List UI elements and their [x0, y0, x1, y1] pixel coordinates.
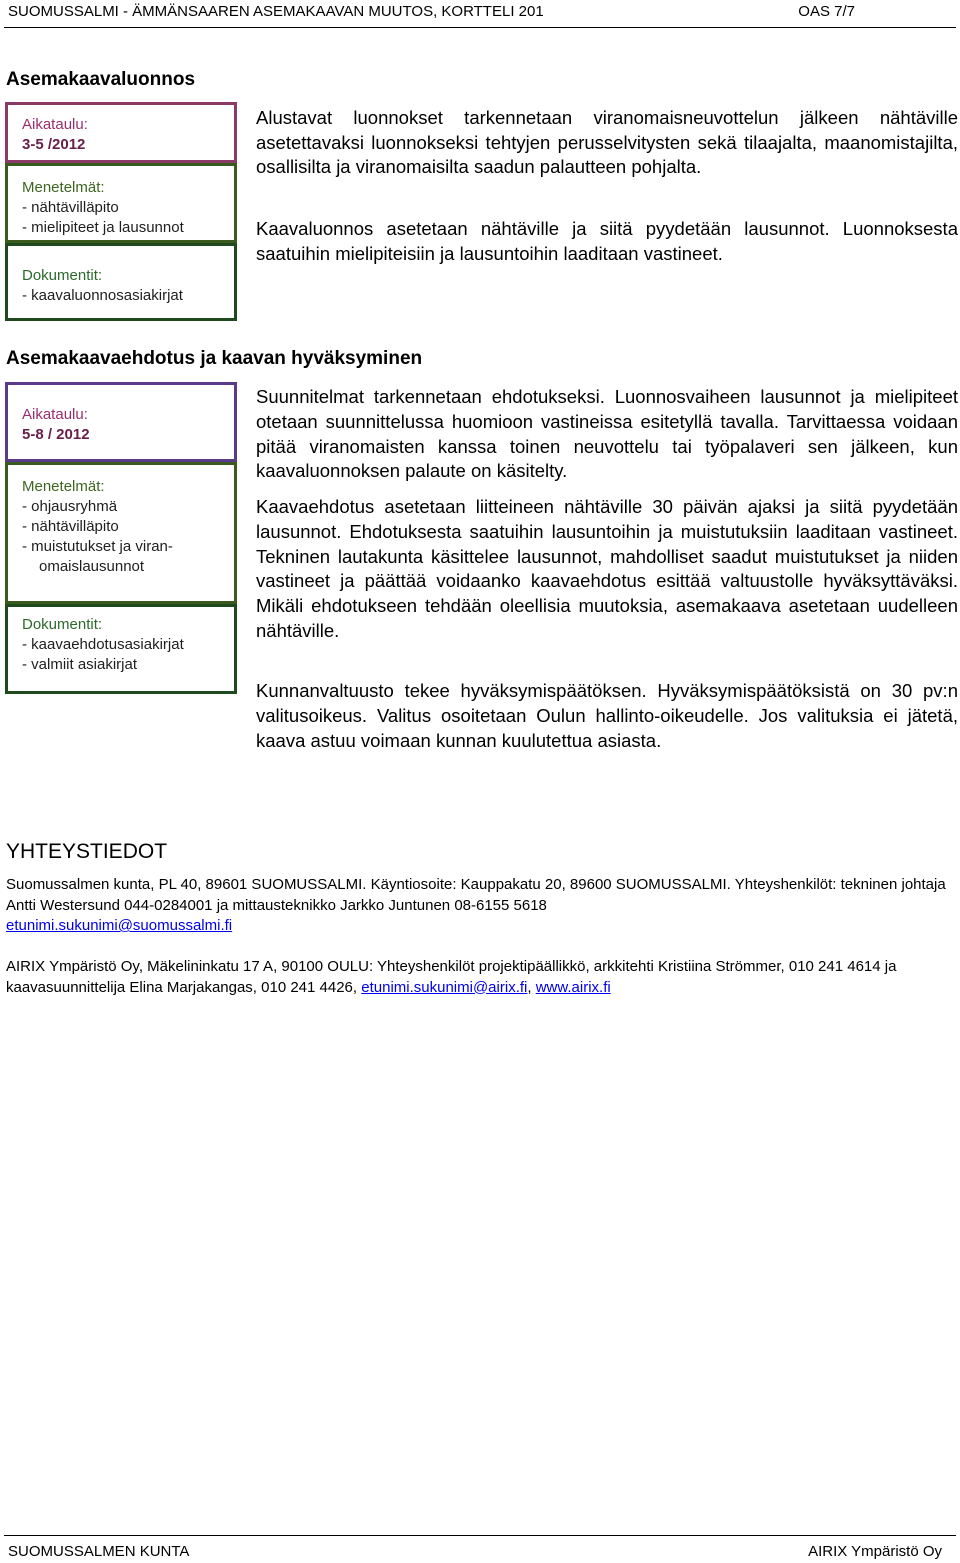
- header-page-number: OAS 7/7: [798, 3, 855, 20]
- documents-item: - kaavaehdotusasiakirjat: [22, 636, 184, 653]
- schedule-box-ehdotus: [5, 382, 237, 462]
- contacts-title: YHTEYSTIEDOT: [6, 840, 168, 863]
- consultant-email-link[interactable]: etunimi.sukunimi@airix.fi: [361, 978, 528, 996]
- methods-item: omaislausunnot: [39, 558, 145, 575]
- page-footer: [0, 1536, 960, 1558]
- contact-consultant-text: AIRIX Ympäristö Oy, Mäkelininkatu 17 A, 90100 OULU: Yhteyshenkilöt projektipäällikkö, arkkitehti Kristiina Strömmer, 010 241 4614 ja kaavasuunnittelija Elina Marjakangas, 010 241 4426,: [6, 958, 897, 996]
- schedule-value: 5-8 / 2012: [22, 426, 90, 443]
- methods-box-luonnos: [5, 163, 237, 243]
- consultant-website-link[interactable]: www.airix.fi: [535, 978, 611, 996]
- documents-box-ehdotus: [5, 604, 237, 694]
- footer-right: AIRIX Ympäristö Oy: [808, 1543, 942, 1560]
- methods-item: - nähtävilläpito: [22, 518, 119, 535]
- documents-box-luonnos: [5, 243, 237, 321]
- section-title-ehdotus: Asemakaavaehdotus ja kaavan hyväksyminen: [6, 348, 423, 369]
- methods-label: Menetelmät:: [22, 179, 105, 196]
- municipality-email-link[interactable]: etunimi.sukunimi@suomussalmi.fi: [6, 917, 233, 934]
- methods-item: - mielipiteet ja lausunnot: [22, 219, 184, 236]
- body-paragraph: Kaavaehdotus asetetaan liitteineen nähtäville 30 päivän ajaksi ja siitä pyydetään lausunnot. Ehdotuksesta saatuihin lausuntoihin ja muistutuksiin laaditaan vastineet. Tekninen lautakunta käsittelee lausunnot, mahdolliset saadut muistutukset ja niiden vastineet ja päättää voidaanko kaavaehdotus esittää valtuustolle hyväksyttäväksi. Mikäli ehdotukseen tehdään oleellisia muutoksia, asemakaava asetetaan uudelleen nähtäville.: [256, 496, 958, 641]
- body-paragraph: Kunnanvaltuusto tekee hyväksymispäätöksen. Hyväksymispäätöksistä on 30 pv:n valitusoikeus. Valitus osoitetaan Oulun hallinto-oikeudelle. Jos valituksia ei jätetä, kaava astuu voimaan kunnan kuulutettua asiasta.: [256, 680, 958, 751]
- methods-item: - nähtävilläpito: [22, 199, 119, 216]
- body-paragraph: Kaavaluonnos asetetaan nähtäville ja siitä pyydetään lausunnot. Luonnoksesta saatuihin mielipiteisiin ja lausuntoihin laaditaan vastineet.: [256, 218, 958, 264]
- schedule-label: Aikataulu:: [22, 406, 88, 423]
- contact-municipality-text: Suomussalmen kunta, PL 40, 89601 SUOMUSSALMI. Käyntiosoite: Kauppakatu 20, 89600 SUOMUSSALMI. Yhteyshenkilöt: tekninen johtaja Antti Westersund 044-0284001 ja mittausteknikko Jarkko Juntunen 08-6155 5618: [6, 876, 946, 914]
- header-divider: [4, 27, 956, 28]
- methods-box-ehdotus: [5, 462, 237, 604]
- documents-label: Dokumentit:: [22, 267, 103, 284]
- methods-label: Menetelmät:: [22, 478, 105, 495]
- methods-item: - ohjausryhmä: [22, 498, 118, 515]
- body-paragraph: Suunnitelmat tarkennetaan ehdotukseksi. Luonnosvaiheen lausunnot ja mielipiteet otetaan suunnittelussa huomioon vastineissa esitetyllä tavalla. Tarvittaessa voidaan pitää viranomaisten kanssa toinen neuvottelu tai työpalaveri sen jälkeen, kun kaavaluonnoksen palaute on käsitelty.: [256, 386, 958, 482]
- footer-left: SUOMUSSALMEN KUNTA: [8, 1543, 190, 1560]
- section-title-luonnos: Asemakaavaluonnos: [6, 69, 196, 90]
- contact-consultant: [6, 957, 958, 998]
- body-paragraph: Alustavat luonnokset tarkennetaan viranomaisneuvottelun jälkeen nähtäville asetettavaksi luonnokseksi tehtyjen perusselvitysten sekä tilaajalta, maanomistajilta, osallisilta ja viranomaisilta saadun palautteen pohjalta.: [256, 107, 958, 178]
- documents-label: Dokumentit:: [22, 616, 103, 633]
- methods-item: - muistutukset ja viran-: [22, 538, 173, 555]
- header-title: SUOMUSSALMI - ÄMMÄNSAAREN ASEMAKAAVAN MUUTOS, KORTTELI 201: [8, 3, 544, 20]
- schedule-box-luonnos: [5, 102, 237, 163]
- documents-item: - kaavaluonnosasiakirjat: [22, 287, 183, 304]
- schedule-value: 3-5 /2012: [22, 136, 86, 153]
- contact-municipality: [6, 875, 958, 937]
- schedule-label: Aikataulu:: [22, 116, 88, 133]
- page-header: [0, 0, 960, 24]
- documents-item: - valmiit asiakirjat: [22, 656, 138, 673]
- link-separator: ,: [527, 978, 532, 996]
